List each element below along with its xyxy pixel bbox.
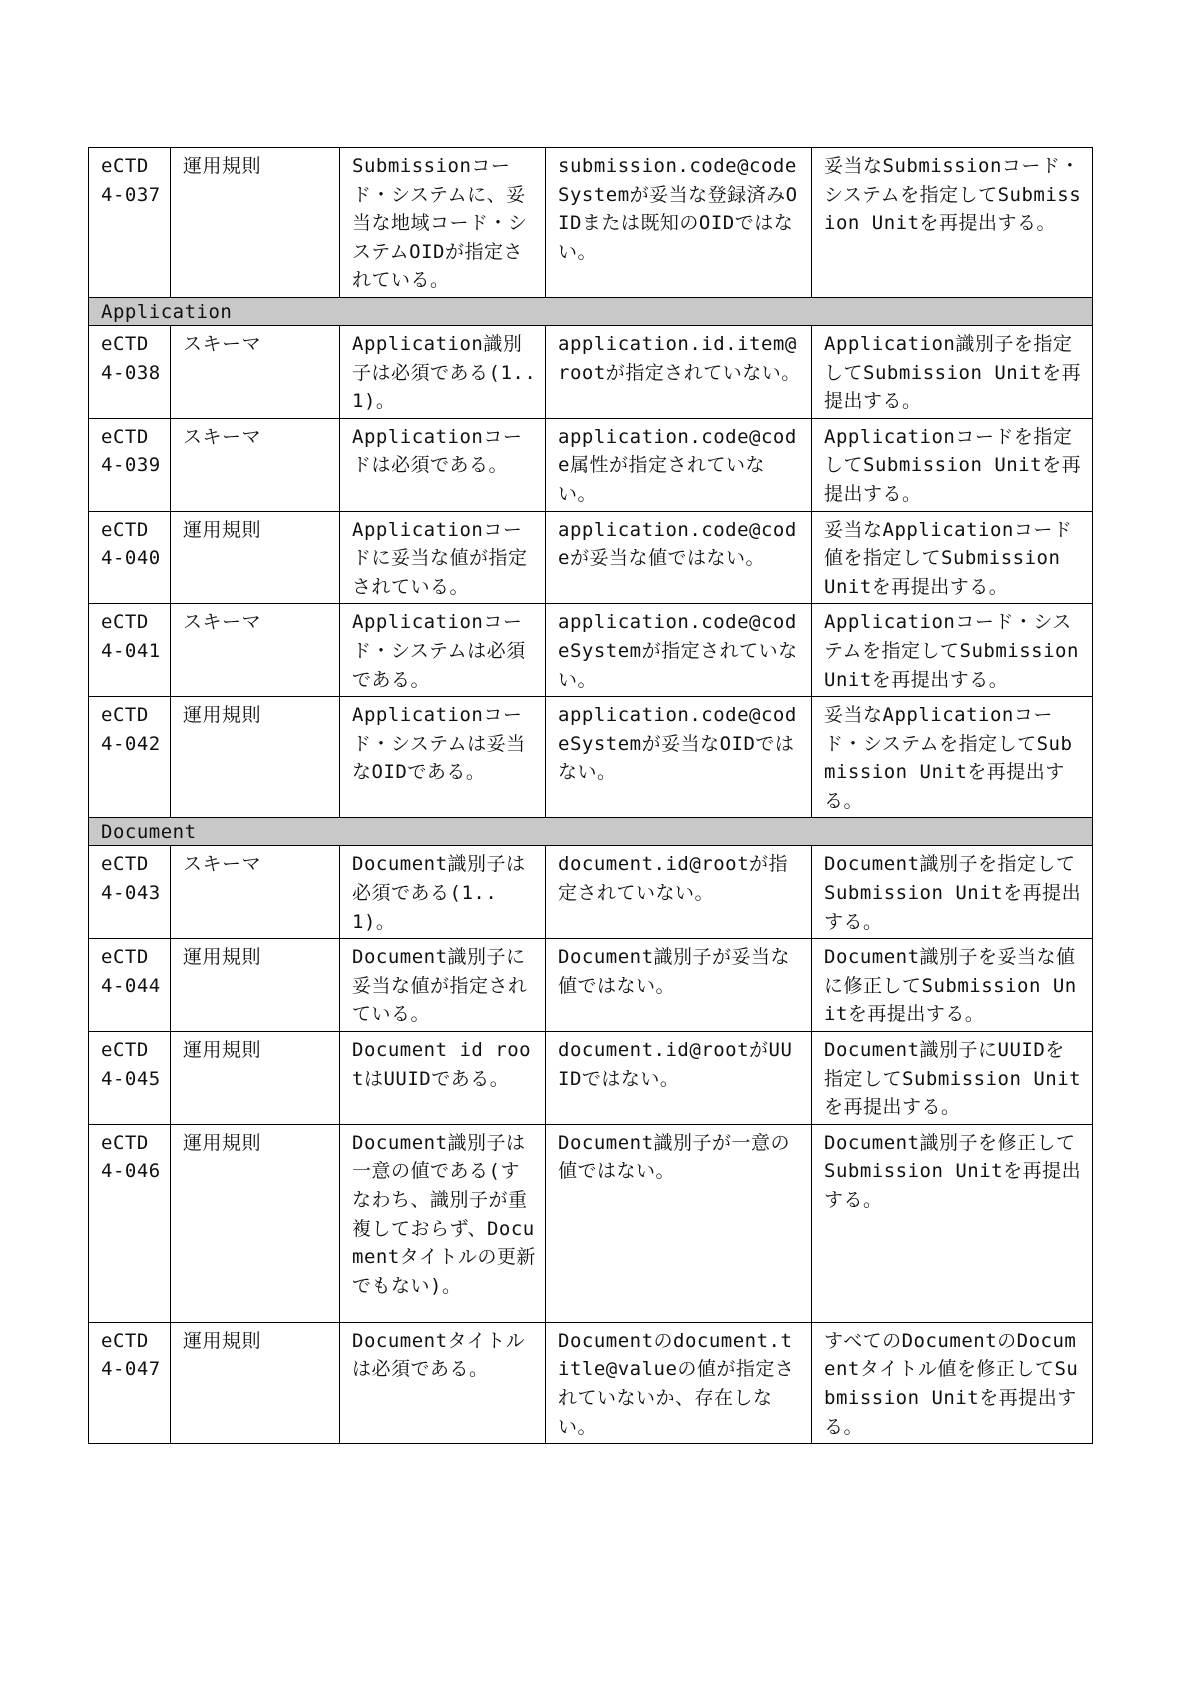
rule-type-cell: 運用規則	[171, 697, 340, 818]
rule-id-cell	[89, 604, 171, 697]
validation-rules-table	[88, 147, 1093, 1444]
rule-id-cell	[89, 418, 171, 511]
rule-id-line: 4-046	[101, 1160, 161, 1183]
error-condition-cell: submission.code@codeSystemが妥当な登録済みOIDまたは既知のOIDではない。	[546, 148, 812, 298]
rule-description-cell: Document識別子は一意の値である(すなわち、識別子が重複しておらず、Documentタイトルの更新でもない)。	[340, 1124, 546, 1322]
error-condition-cell: document.id@rootが指定されていない。	[546, 846, 812, 939]
rule-description-cell: Document識別子に妥当な値が指定されている。	[340, 939, 546, 1032]
rule-id-line: 4-038	[101, 361, 161, 384]
error-condition-cell: Documentのdocument.title@valueの値が指定されていないか、存在しない。	[546, 1322, 812, 1443]
rule-description-cell: Applicationコードに妥当な値が指定されている。	[340, 511, 546, 604]
rule-type-cell: 運用規則	[171, 511, 340, 604]
rule-type-cell: 運用規則	[171, 1032, 340, 1125]
table-row	[89, 1032, 1093, 1125]
corrective-action-cell: Document識別子を指定してSubmission Unitを再提出する。	[812, 846, 1093, 939]
rule-type-cell: スキーマ	[171, 846, 340, 939]
rule-type-cell: スキーマ	[171, 325, 340, 418]
rule-id-line: 4-045	[101, 1067, 161, 1090]
table-row	[89, 697, 1093, 818]
rule-id-cell	[89, 511, 171, 604]
corrective-action-cell: Document識別子にUUIDを指定してSubmission Unitを再提出する。	[812, 1032, 1093, 1125]
rule-id-cell	[89, 1032, 171, 1125]
rule-id-cell	[89, 697, 171, 818]
table-row	[89, 1124, 1093, 1322]
section-header-document	[89, 818, 1093, 846]
section-header-label: Document	[89, 818, 1093, 846]
rule-description-cell: Applicationコード・システムは妥当なOIDである。	[340, 697, 546, 818]
rule-description-cell: Documentタイトルは必須である。	[340, 1322, 546, 1443]
rule-id-line: eCTD	[101, 1039, 149, 1062]
rule-description-cell: Application識別子は必須である(1..1)。	[340, 325, 546, 418]
rule-id-cell	[89, 1322, 171, 1443]
section-header-label: Application	[89, 297, 1093, 325]
table-row	[89, 418, 1093, 511]
rule-type-cell: 運用規則	[171, 1124, 340, 1322]
rule-id-line: eCTD	[101, 1131, 149, 1154]
section-header-application	[89, 297, 1093, 325]
rule-id-line: eCTD	[101, 332, 149, 355]
rule-id-line: 4-043	[101, 882, 161, 905]
rule-description-cell: Document id rootはUUIDである。	[340, 1032, 546, 1125]
rule-type-cell: 運用規則	[171, 148, 340, 298]
rule-id-cell	[89, 846, 171, 939]
rule-id-line: 4-044	[101, 974, 161, 997]
rule-id-line: eCTD	[101, 425, 149, 448]
table-row	[89, 148, 1093, 298]
rule-id-line: 4-042	[101, 732, 161, 755]
table-row	[89, 939, 1093, 1032]
rule-type-cell: 運用規則	[171, 1322, 340, 1443]
rule-id-line: eCTD	[101, 155, 149, 177]
error-condition-cell: Document識別子が妥当な値ではない。	[546, 939, 812, 1032]
rule-id-line: 4-037	[101, 183, 161, 206]
table-row	[89, 511, 1093, 604]
rule-type-cell: スキーマ	[171, 604, 340, 697]
corrective-action-cell: 妥当なApplicationコード・システムを指定してSubmission Unitを再提出する。	[812, 697, 1093, 818]
rule-id-line: eCTD	[101, 518, 149, 541]
rule-id-cell	[89, 148, 171, 298]
corrective-action-cell: 妥当なApplicationコード値を指定してSubmission Unitを再提出する。	[812, 511, 1093, 604]
rule-description-cell: Document識別子は必須である(1..1)。	[340, 846, 546, 939]
rule-id-line: 4-047	[101, 1358, 161, 1381]
rule-id-line: eCTD	[101, 611, 149, 634]
rule-description-cell: Applicationコード・システムは必須である。	[340, 604, 546, 697]
corrective-action-cell: 妥当なSubmissionコード・システムを指定してSubmission Unitを再提出する。	[812, 148, 1093, 298]
table-row	[89, 604, 1093, 697]
table-row	[89, 846, 1093, 939]
error-condition-cell: application.code@codeが妥当な値ではない。	[546, 511, 812, 604]
corrective-action-cell: Document識別子を妥当な値に修正してSubmission Unitを再提出する。	[812, 939, 1093, 1032]
rules-table-body	[89, 148, 1093, 1444]
rule-id-cell	[89, 1124, 171, 1322]
rule-id-line: eCTD	[101, 946, 149, 969]
error-condition-cell: application.code@codeSystemが指定されていない。	[546, 604, 812, 697]
rule-id-line: 4-040	[101, 547, 161, 570]
corrective-action-cell: Application識別子を指定してSubmission Unitを再提出する。	[812, 325, 1093, 418]
rule-id-cell	[89, 325, 171, 418]
table-row	[89, 1322, 1093, 1443]
rule-id-cell	[89, 939, 171, 1032]
corrective-action-cell: すべてのDocumentのDocumentタイトル値を修正してSubmission Unitを再提出する。	[812, 1322, 1093, 1443]
error-condition-cell: application.id.item@rootが指定されていない。	[546, 325, 812, 418]
rule-id-line: eCTD	[101, 1329, 149, 1352]
corrective-action-cell: Applicationコード・システムを指定してSubmission Unitを再提出する。	[812, 604, 1093, 697]
error-condition-cell: application.code@codeSystemが妥当なOIDではない。	[546, 697, 812, 818]
rule-id-line: eCTD	[101, 853, 149, 876]
corrective-action-cell: Applicationコードを指定してSubmission Unitを再提出する。	[812, 418, 1093, 511]
table-row	[89, 325, 1093, 418]
corrective-action-cell: Document識別子を修正してSubmission Unitを再提出する。	[812, 1124, 1093, 1322]
rule-description-cell: Submissionコード・システムに、妥当な地域コード・システムOIDが指定されている。	[340, 148, 546, 298]
rule-type-cell: スキーマ	[171, 418, 340, 511]
rule-type-cell: 運用規則	[171, 939, 340, 1032]
rule-id-line: eCTD	[101, 704, 149, 727]
rule-id-line: 4-041	[101, 639, 161, 662]
rule-id-line: 4-039	[101, 454, 161, 477]
error-condition-cell: document.id@rootがUUIDではない。	[546, 1032, 812, 1125]
rule-description-cell: Applicationコードは必須である。	[340, 418, 546, 511]
error-condition-cell: Document識別子が一意の値ではない。	[546, 1124, 812, 1322]
error-condition-cell: application.code@code属性が指定されていない。	[546, 418, 812, 511]
